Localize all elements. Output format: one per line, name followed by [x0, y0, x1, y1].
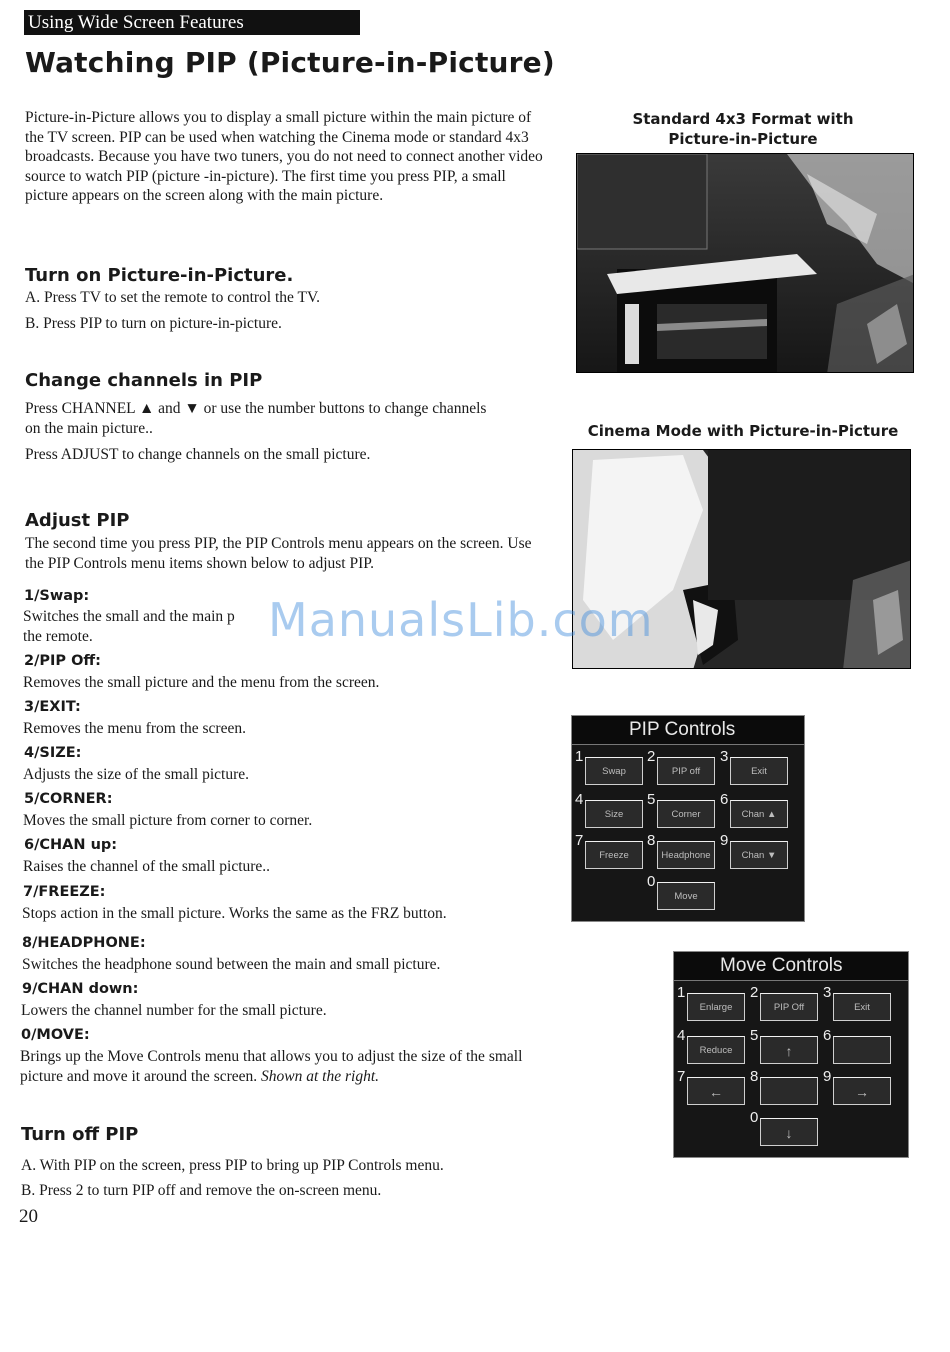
item-pip-off-desc: Removes the small picture and the menu from the screen. [23, 674, 380, 691]
item-swap-desc-line2: the remote. [23, 628, 93, 645]
pip-corner-button[interactable]: Corner [657, 800, 715, 828]
move-reduce-button[interactable]: Reduce [687, 1036, 745, 1064]
item-pip-off-title: 2/PIP Off: [24, 653, 101, 669]
adjust-pip-intro: The second time you press PIP, the PIP Controls menu appears on the screen. Use the PIP Controls menu items shown below to adjust PIP. [25, 535, 532, 572]
pip-controls-title: PIP Controls [629, 719, 736, 740]
item-swap-title: 1/Swap: [24, 588, 90, 604]
turn-off-step-a: A. With PIP on the screen, press PIP to bring up PIP Controls menu. [21, 1157, 444, 1174]
section-label: Using Wide Screen Features [28, 12, 244, 33]
move-exit-button[interactable]: Exit [833, 993, 891, 1021]
item-chan-up-title: 6/CHAN up: [24, 837, 118, 853]
item-chan-down-desc: Lowers the channel number for the small picture. [21, 1002, 327, 1019]
pip-menu-size[interactable] [575, 792, 647, 836]
pip-exit-button[interactable]: Exit [730, 757, 788, 785]
standard-format-caption: Standard 4x3 Format with Picture-in-Picture [632, 110, 854, 148]
pip-swap-button[interactable]: Swap [585, 757, 643, 785]
menu-number: 0 [647, 873, 656, 890]
item-corner-title: 5/CORNER: [24, 791, 113, 807]
move-menu-exit[interactable] [823, 985, 897, 1029]
item-move-desc [20, 1047, 540, 1086]
menu-number: 5 [750, 1027, 759, 1044]
item-exit-desc: Removes the menu from the screen. [23, 720, 246, 737]
move-menu-reduce[interactable] [677, 1028, 751, 1072]
menu-number: 3 [720, 748, 729, 765]
adjust-pip-heading: Adjust PIP [25, 510, 130, 531]
menu-number: 3 [823, 984, 832, 1001]
pip-menu-chan-down[interactable] [720, 833, 792, 877]
item-chan-down-title: 9/CHAN down: [22, 981, 139, 997]
item-corner-desc: Moves the small picture from corner to corner. [23, 812, 313, 829]
turn-off-step-b: B. Press 2 to turn PIP off and remove the on-screen menu. [21, 1182, 382, 1199]
move-menu-left[interactable] [677, 1069, 751, 1113]
move-pip-off-button[interactable]: PIP Off [760, 993, 818, 1021]
pip-menu-corner[interactable] [647, 792, 719, 836]
menu-number: 1 [575, 748, 584, 765]
item-freeze-desc: Stops action in the small picture. Works the same as the FRZ button. [22, 905, 447, 922]
menu-number: 8 [750, 1068, 759, 1085]
move-controls-title-bar [674, 952, 908, 981]
page-number: 20 [19, 1206, 38, 1227]
move-menu-blank-8[interactable] [750, 1069, 824, 1113]
menu-number: 5 [647, 791, 656, 808]
item-exit-title: 3/EXIT: [24, 699, 81, 715]
menu-number: 1 [677, 984, 686, 1001]
standard-format-photo [576, 153, 914, 373]
menu-number: 7 [677, 1068, 686, 1085]
pip-menu-freeze[interactable] [575, 833, 647, 877]
change-channels-para1: Press CHANNEL ▲ and ▼ or use the number buttons to change channels on the main picture.. [25, 400, 487, 437]
move-controls-title: Move Controls [720, 955, 843, 976]
menu-number: 8 [647, 832, 656, 849]
pip-menu-swap[interactable] [575, 749, 647, 793]
menu-number: 2 [750, 984, 759, 1001]
item-move-title: 0/MOVE: [21, 1027, 90, 1043]
move-menu-blank-6[interactable] [823, 1028, 897, 1072]
pip-menu-exit[interactable] [720, 749, 792, 793]
pip-controls-menu [571, 715, 805, 922]
intro-paragraph: Picture-in-Picture allows you to display a small picture within the main picture of the TV screen. PIP can be used when watching the Cinema mode or standard 4x3 broadcasts. Because you have two tuners, you do not need to connect another video source to watch PIP (picture -in-picture). The first time you press PIP, a small picture appears on the screen along with the main picture. [25, 109, 543, 205]
move-down-arrow-icon[interactable]: ↓ [760, 1118, 818, 1146]
item-chan-up-desc: Raises the channel of the small picture.. [23, 858, 271, 875]
move-up-arrow-icon[interactable]: ↑ [760, 1036, 818, 1064]
cinema-mode-photo-art [573, 450, 911, 669]
pip-controls-title-bar [572, 716, 804, 745]
pip-menu-chan-up[interactable] [720, 792, 792, 836]
move-menu-up[interactable] [750, 1028, 824, 1072]
move-blank-button-6[interactable] [833, 1036, 891, 1064]
pip-off-button[interactable]: PIP off [657, 757, 715, 785]
menu-number: 6 [720, 791, 729, 808]
item-move-desc-italic: Shown at the right. [261, 1067, 380, 1085]
item-headphone-desc: Switches the headphone sound between the main and small picture. [22, 956, 441, 973]
turn-on-step-b: B. Press PIP to turn on picture-in-picture. [25, 315, 282, 332]
page-title: Watching PIP (Picture-in-Picture) [25, 46, 555, 79]
pip-chan-down-button[interactable]: Chan ▼ [730, 841, 788, 869]
change-channels-heading: Change channels in PIP [25, 370, 263, 391]
move-menu-enlarge[interactable] [677, 985, 751, 1029]
cinema-mode-photo [572, 449, 911, 669]
move-menu-down[interactable] [750, 1110, 824, 1154]
section-header-bar [24, 10, 360, 35]
pip-move-button[interactable]: Move [657, 882, 715, 910]
move-enlarge-button[interactable]: Enlarge [687, 993, 745, 1021]
item-size-desc: Adjusts the size of the small picture. [23, 766, 249, 783]
pip-size-button[interactable]: Size [585, 800, 643, 828]
watermark: ManualsLib.com [268, 593, 654, 647]
item-move-desc-text: Brings up the Move Controls menu that allows you to adjust the size of the small picture and move it around the screen. [20, 1048, 523, 1085]
change-channels-para2: Press ADJUST to change channels on the small picture. [25, 446, 371, 463]
pip-freeze-button[interactable]: Freeze [585, 841, 643, 869]
turn-off-heading: Turn off PIP [21, 1124, 139, 1145]
menu-number: 2 [647, 748, 656, 765]
turn-on-step-a: A. Press TV to set the remote to control the TV. [25, 289, 321, 306]
move-controls-menu [673, 951, 909, 1158]
item-size-title: 4/SIZE: [24, 745, 82, 761]
item-swap-desc: Switches the small and the main p [23, 608, 235, 625]
standard-format-photo-art [577, 154, 914, 373]
menu-number: 6 [823, 1027, 832, 1044]
menu-number: 9 [720, 832, 729, 849]
pip-menu-pip-off[interactable] [647, 749, 719, 793]
cinema-mode-caption: Cinema Mode with Picture-in-Picture [587, 422, 899, 440]
move-right-arrow-icon[interactable]: → [833, 1077, 891, 1105]
move-blank-button-8[interactable] [760, 1077, 818, 1105]
item-headphone-title: 8/HEADPHONE: [22, 935, 146, 951]
menu-number: 0 [750, 1109, 759, 1126]
move-left-arrow-icon[interactable]: ← [687, 1077, 745, 1105]
turn-on-heading: Turn on Picture-in-Picture. [25, 265, 294, 286]
move-menu-pip-off[interactable] [750, 985, 824, 1029]
menu-number: 7 [575, 832, 584, 849]
menu-number: 9 [823, 1068, 832, 1085]
menu-number: 4 [677, 1027, 686, 1044]
pip-menu-move[interactable] [647, 874, 719, 918]
item-freeze-title: 7/FREEZE: [23, 884, 106, 900]
pip-headphone-button[interactable]: Headphone [657, 841, 715, 869]
pip-menu-headphone[interactable] [647, 833, 719, 877]
move-menu-right[interactable] [823, 1069, 897, 1113]
menu-number: 4 [575, 791, 584, 808]
pip-chan-up-button[interactable]: Chan ▲ [730, 800, 788, 828]
